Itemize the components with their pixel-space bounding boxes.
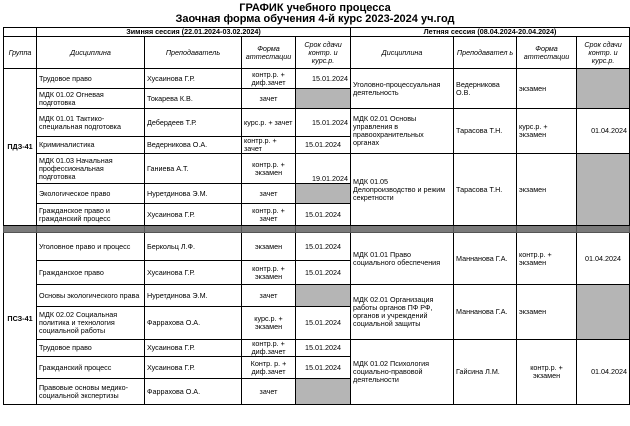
- teacher-cell: Фаррахова О.А.: [145, 307, 242, 340]
- table-row: [4, 109, 630, 137]
- teacher-cell: Тарасова Т.Н.: [454, 154, 517, 226]
- form-cell: экзамен: [517, 285, 577, 340]
- table-row: [4, 340, 630, 357]
- teacher-cell: Фаррахова О.А.: [145, 379, 242, 405]
- discipline-cell: МДК 01.05 Делопроизводство и режим секретности: [351, 154, 454, 226]
- teacher-cell: Гайсина Л.М.: [454, 340, 517, 405]
- summer-session-header: Летняя сессия (08.04.2024-20.04.2024): [351, 28, 630, 37]
- discipline-cell: Трудовое право: [37, 69, 145, 89]
- deadline-cell: [296, 285, 351, 307]
- form-cell: контр.р. + экзамен: [242, 261, 296, 285]
- form-cell: контр.р. + зачет: [242, 137, 296, 154]
- form-cell: зачет: [242, 379, 296, 405]
- group-label: ПСЗ-41: [4, 233, 37, 405]
- teacher-cell: Хусаинова Г.Р.: [145, 357, 242, 379]
- form-cell: курс.р. + зачет: [242, 109, 296, 137]
- form-cell: контр.р. + экзамен: [242, 154, 296, 184]
- teacher-cell: Хусаинова Г.Р.: [145, 69, 242, 89]
- col-group: Группа: [4, 37, 37, 69]
- page-subtitle: Заочная форма обучения 4-й курс 2023-2024 уч.год: [175, 13, 455, 25]
- discipline-cell: Криминалистика: [37, 137, 145, 154]
- form-cell: контр.р. + диф.зачет: [242, 69, 296, 89]
- deadline-cell: [577, 69, 630, 109]
- deadline-cell: 15.01.2024: [296, 307, 351, 340]
- deadline-cell: 15.01.2024: [296, 357, 351, 379]
- teacher-cell: Ведерникова О.А.: [145, 137, 242, 154]
- discipline-cell: МДК 01.03 Начальная профессиональная подготовка: [37, 154, 145, 184]
- discipline-cell: Уголовно-процессуальная деятельность: [351, 69, 454, 109]
- page-title: ГРАФИК учебного процесса: [239, 2, 391, 14]
- col-deadline: Срок сдачи контр. и курс.р.: [296, 37, 351, 69]
- form-cell: контр.р. + зачет: [242, 204, 296, 226]
- group-separator: [4, 226, 630, 233]
- deadline-cell: 01.04.2024: [577, 340, 630, 405]
- form-cell: зачет: [242, 285, 296, 307]
- form-cell: экзамен: [517, 69, 577, 109]
- corner-cell: [4, 28, 37, 37]
- winter-session-header: Зимняя сессия (22.01.2024-03.02.2024): [37, 28, 351, 37]
- form-cell: зачет: [242, 184, 296, 204]
- deadline-cell: [296, 184, 351, 204]
- deadline-cell: [577, 285, 630, 340]
- teacher-cell: Нуретдинова Э.М.: [145, 285, 242, 307]
- deadline-cell: 15.01.2024: [296, 340, 351, 357]
- discipline-cell: Основы экологического права: [37, 285, 145, 307]
- form-cell: Контр. р. + диф.зачет: [242, 357, 296, 379]
- table-row: [4, 285, 630, 307]
- table-row: [4, 154, 630, 184]
- deadline-cell: [296, 379, 351, 405]
- discipline-cell: МДК 01.02 Огневая подготовка: [37, 89, 145, 109]
- deadline-cell: 19.01.2024: [296, 154, 351, 184]
- form-cell: зачет: [242, 89, 296, 109]
- discipline-cell: МДК 01.02 Психология социально-правовой деятельности: [351, 340, 454, 405]
- discipline-cell: МДК 02.01 Основы управления в правоохранительных органах: [351, 109, 454, 154]
- form-cell: экзамен: [517, 154, 577, 226]
- teacher-cell: Ганиева А.Т.: [145, 154, 242, 184]
- form-cell: курс.р. + экзамен: [242, 307, 296, 340]
- discipline-cell: МДК 01.01 Тактико-специальная подготовка: [37, 109, 145, 137]
- deadline-cell: [296, 89, 351, 109]
- col-deadline-summer: Срок сдачи контр. и курс.р.: [577, 37, 630, 69]
- teacher-cell: Дебердеев Т.Р.: [145, 109, 242, 137]
- deadline-cell: 15.01.2024: [296, 109, 351, 137]
- form-cell: контр.р. + диф.зачет: [242, 340, 296, 357]
- schedule-table: [3, 27, 630, 405]
- deadline-cell: 15.01.2024: [296, 69, 351, 89]
- col-discipline: Дисциплина: [37, 37, 145, 69]
- form-cell: контр.р. + экзамен: [517, 233, 577, 285]
- form-cell: контр.р. + экзамен: [517, 340, 577, 405]
- col-form: Форма аттестации: [242, 37, 296, 69]
- deadline-cell: 15.01.2024: [296, 261, 351, 285]
- teacher-cell: Ведерникова О.В.: [454, 69, 517, 109]
- col-teacher-summer: Преподавател ь: [454, 37, 517, 69]
- deadline-cell: 01.04.2024: [577, 233, 630, 285]
- teacher-cell: Маннанова Г.А.: [454, 285, 517, 340]
- discipline-cell: МДК 01.01 Право социального обеспечения: [351, 233, 454, 285]
- teacher-cell: Маннанова Г.А.: [454, 233, 517, 285]
- discipline-cell: Трудовое право: [37, 340, 145, 357]
- deadline-cell: 15.01.2024: [296, 204, 351, 226]
- deadline-cell: [577, 154, 630, 226]
- col-teacher: Преподаватель: [145, 37, 242, 69]
- form-cell: курс.р. + экзамен: [517, 109, 577, 154]
- col-form-summer: Форма аттестации: [517, 37, 577, 69]
- discipline-cell: МДК 02.02 Социальная политика и технология социальной работы: [37, 307, 145, 340]
- discipline-cell: Экологическое право: [37, 184, 145, 204]
- discipline-cell: Гражданское право: [37, 261, 145, 285]
- teacher-cell: Беркольц Л.Ф.: [145, 233, 242, 261]
- teacher-cell: Нуретдинова Э.М.: [145, 184, 242, 204]
- discipline-cell: Правовые основы медико-социальной экспертизы: [37, 379, 145, 405]
- teacher-cell: Токарева К.В.: [145, 89, 242, 109]
- teacher-cell: Хусаинова Г.Р.: [145, 261, 242, 285]
- table-row: [4, 233, 630, 261]
- deadline-cell: 15.01.2024: [296, 233, 351, 261]
- discipline-cell: МДК 02.01 Организация работы органов ПФ РФ, органов и учреждений социальной защиты: [351, 285, 454, 340]
- group-label: ПДЗ-41: [4, 69, 37, 226]
- teacher-cell: Тарасова Т.Н.: [454, 109, 517, 154]
- col-discipline-summer: Дисциплина: [351, 37, 454, 69]
- deadline-cell: 15.01.2024: [296, 137, 351, 154]
- deadline-cell: 01.04.2024: [577, 109, 630, 154]
- discipline-cell: Гражданское право и гражданский процесс: [37, 204, 145, 226]
- discipline-cell: Уголовное право и процесс: [37, 233, 145, 261]
- table-row: [4, 69, 630, 89]
- form-cell: экзамен: [242, 233, 296, 261]
- teacher-cell: Хусаинова Г.Р.: [145, 204, 242, 226]
- teacher-cell: Хусаинова Г.Р.: [145, 340, 242, 357]
- discipline-cell: Гражданский процесс: [37, 357, 145, 379]
